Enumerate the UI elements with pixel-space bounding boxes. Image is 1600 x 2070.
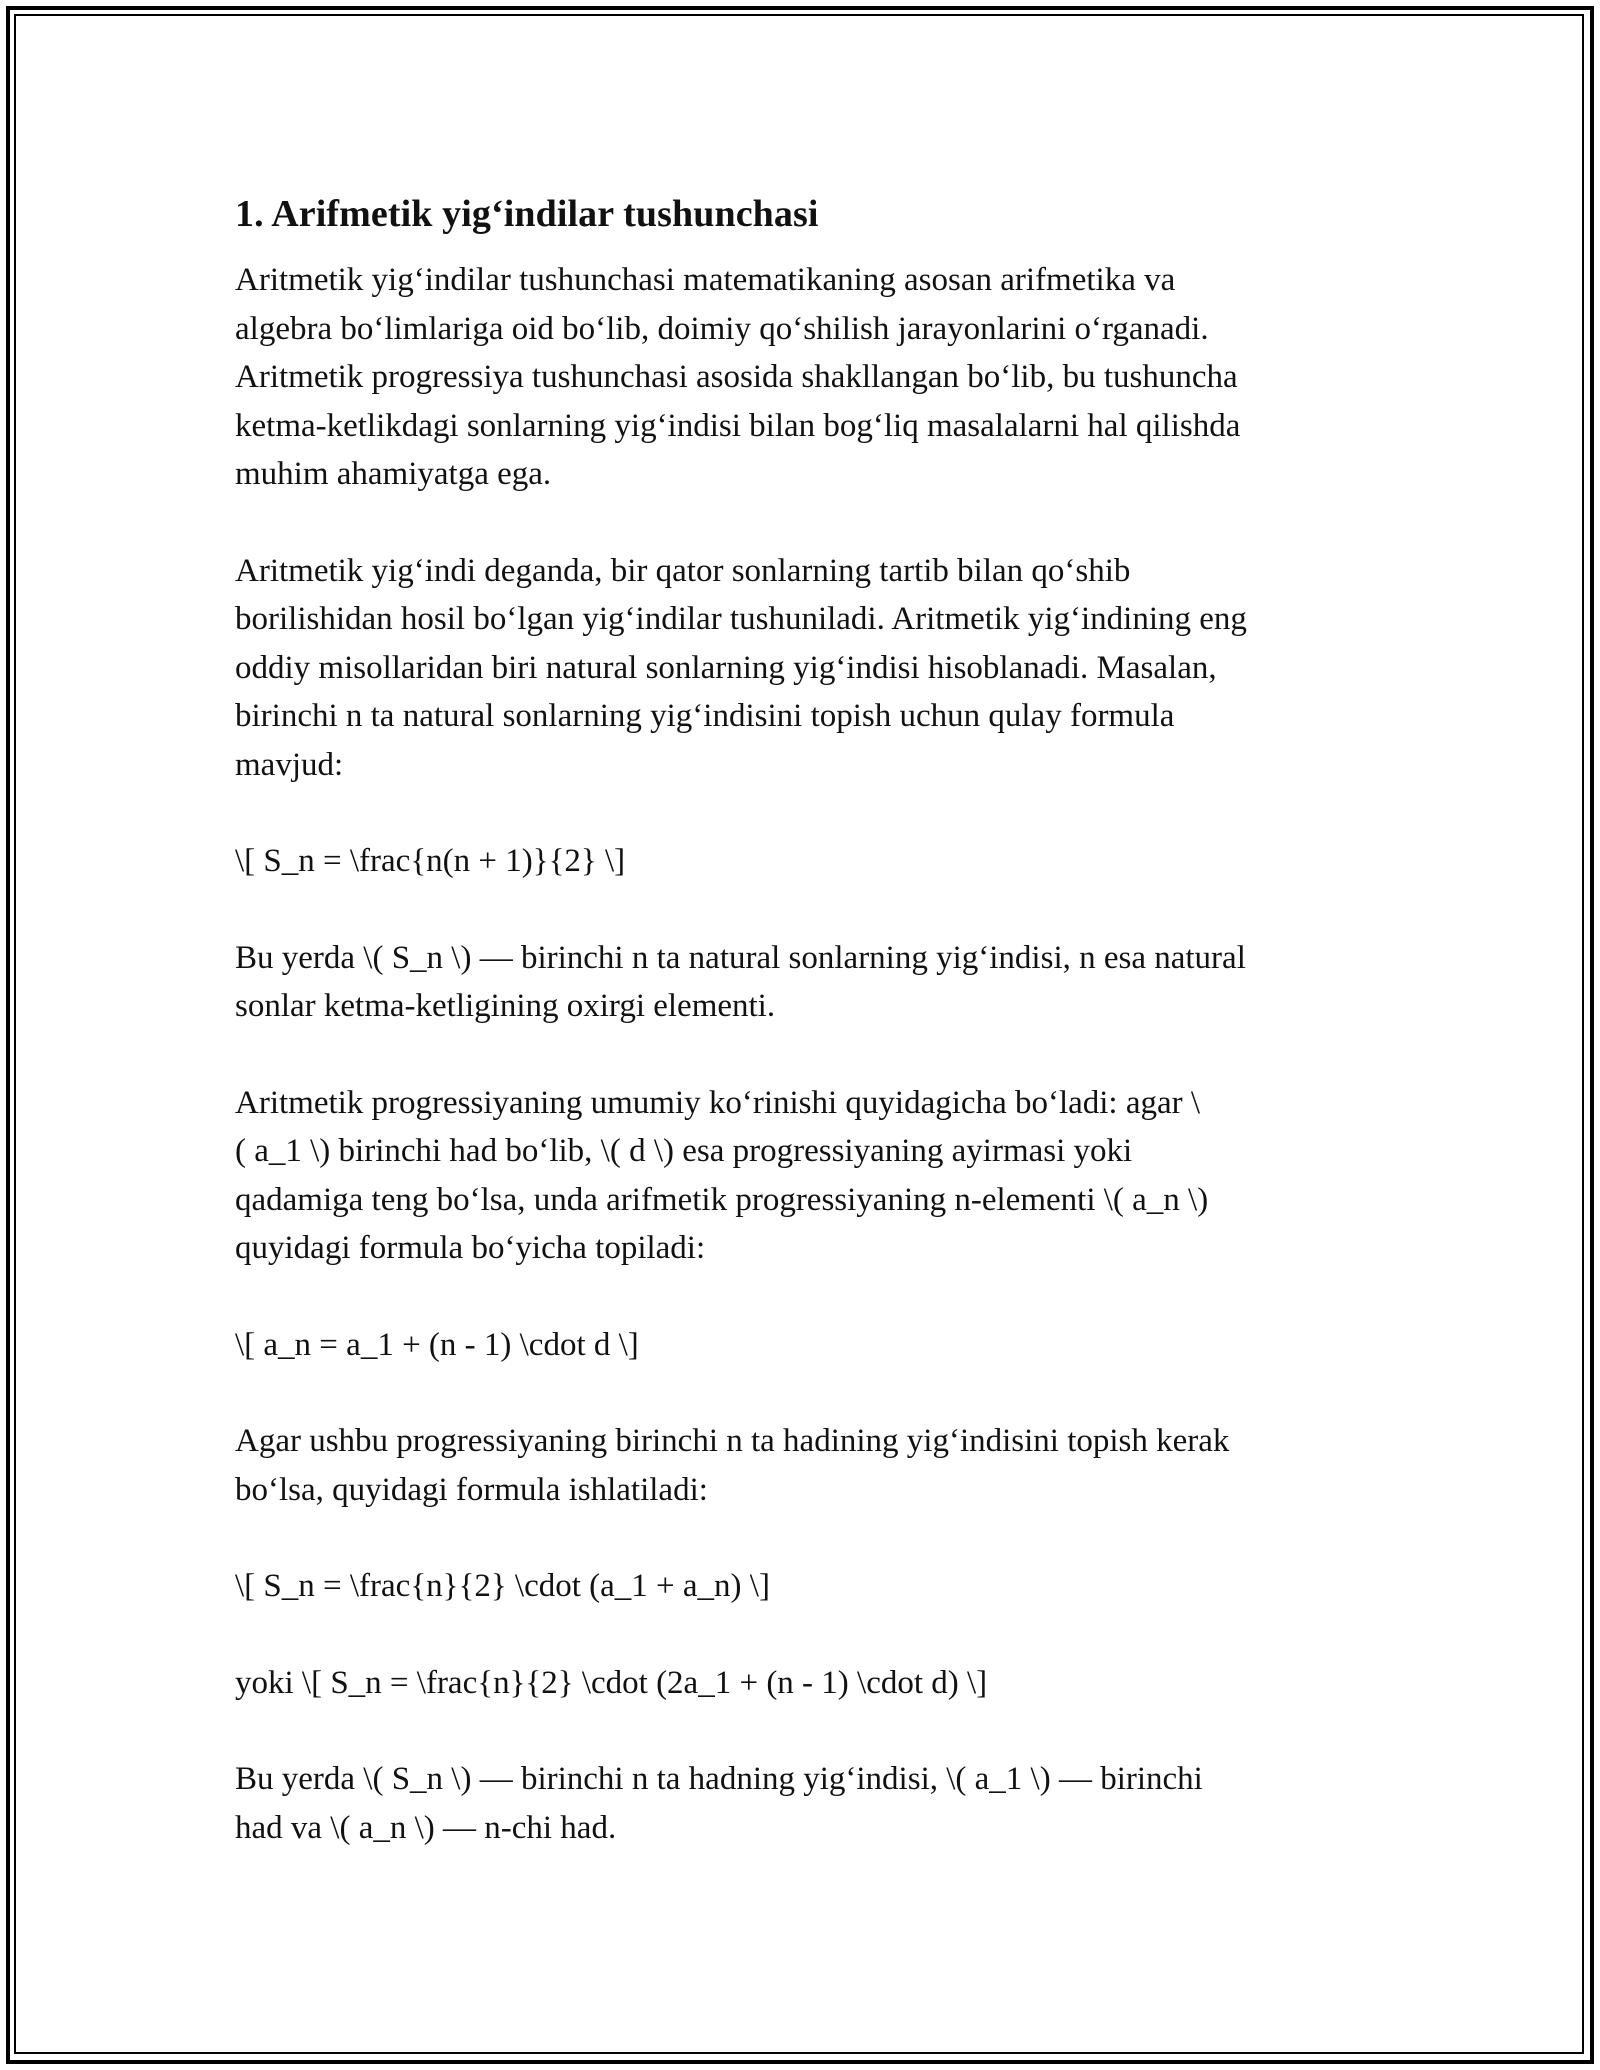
paragraph-sum-explanation (235, 1755, 1375, 1852)
text-line: Aritmetik yig‘indilar tushunchasi matematikaning asosan arifmetika va (235, 262, 1176, 298)
formula-nth-term (235, 1321, 1375, 1370)
text-line: borilishidan hosil bo‘lgan yig‘indilar tushuniladi. Aritmetik yig‘indining eng (235, 601, 1247, 637)
document-body (235, 186, 1375, 1900)
text-line: quyidagi formula bo‘yicha topiladi: (235, 1230, 706, 1266)
paragraph-definition (235, 547, 1375, 790)
formula-natural-sum (235, 837, 1375, 886)
text-line: Bu yerda \( S_n \) — birinchi n ta hadning yig‘indisi, \( a_1 \) — birinchi (235, 1761, 1203, 1797)
text-line: ketma-ketlikdagi sonlarning yig‘indisi bilan bog‘liq masalalarni hal qilishda (235, 407, 1241, 444)
formula-sum-first-last (235, 1562, 1375, 1611)
text-line: had va \( a_n \) — n-chi had. (235, 1809, 617, 1846)
text-line: bo‘lsa, quyidagi formula ishlatiladi: (235, 1471, 708, 1508)
text-line: mavjud: (235, 746, 344, 783)
text-line: birinchi n ta natural sonlarning yig‘indisini topish uchun qulay formula (235, 698, 1175, 734)
text-line: oddiy misollaridan biri natural sonlarning yig‘indisi hisoblanadi. Masalan, (235, 649, 1217, 686)
formula-line: \[ a_n = a_1 + (n - 1) \cdot d \] (235, 1326, 639, 1363)
text-line: Bu yerda \( S_n \) — birinchi n ta natural sonlarning yig‘indisi, n esa natural (235, 939, 1246, 976)
formula-line: yoki \[ S_n = \frac{n}{2} \cdot (2a_1 + (n - 1) \cdot d) \] (235, 1664, 988, 1701)
text-line: Agar ushbu progressiyaning birinchi n ta hadining yig‘indisini topish kerak (235, 1423, 1230, 1459)
formula-line: \[ S_n = \frac{n}{2} \cdot (a_1 + a_n) \] (235, 1568, 770, 1604)
text-line: Aritmetik progressiya tushunchasi asosida shakllangan bo‘lib, bu tushuncha (235, 359, 1238, 395)
paragraph-sum-intro (235, 1417, 1375, 1514)
text-line: Aritmetik yig‘indi deganda, bir qator sonlarning tartib bilan qo‘shib (235, 552, 1131, 589)
section-heading: 1. Arifmetik yig‘indilar tushunchasi (235, 193, 819, 235)
paragraph-natural-sum-explanation (235, 934, 1375, 1031)
text-line: sonlar ketma-ketligining oxirgi elementi. (235, 988, 776, 1024)
paragraph-intro (235, 256, 1375, 499)
text-line: ( a_1 \) birinchi had bo‘lib, \( d \) esa progressiyaning ayirmasi yoki (235, 1133, 1133, 1169)
text-line: Aritmetik progressiyaning umumiy ko‘rinishi quyidagicha bo‘ladi: agar \ (235, 1084, 1201, 1121)
paragraph-progression-general (235, 1079, 1375, 1273)
formula-sum-alt (235, 1659, 1375, 1708)
text-line: algebra bo‘limlariga oid bo‘lib, doimiy qo‘shilish jarayonlarini o‘rganadi. (235, 310, 1209, 347)
formula-line: \[ S_n = \frac{n(n + 1)}{2} \] (235, 843, 626, 879)
text-line: qadamiga teng bo‘lsa, unda arifmetik progressiyaning n-elementi \( a_n \) (235, 1181, 1209, 1218)
text-line: muhim ahamiyatga ega. (235, 456, 552, 492)
